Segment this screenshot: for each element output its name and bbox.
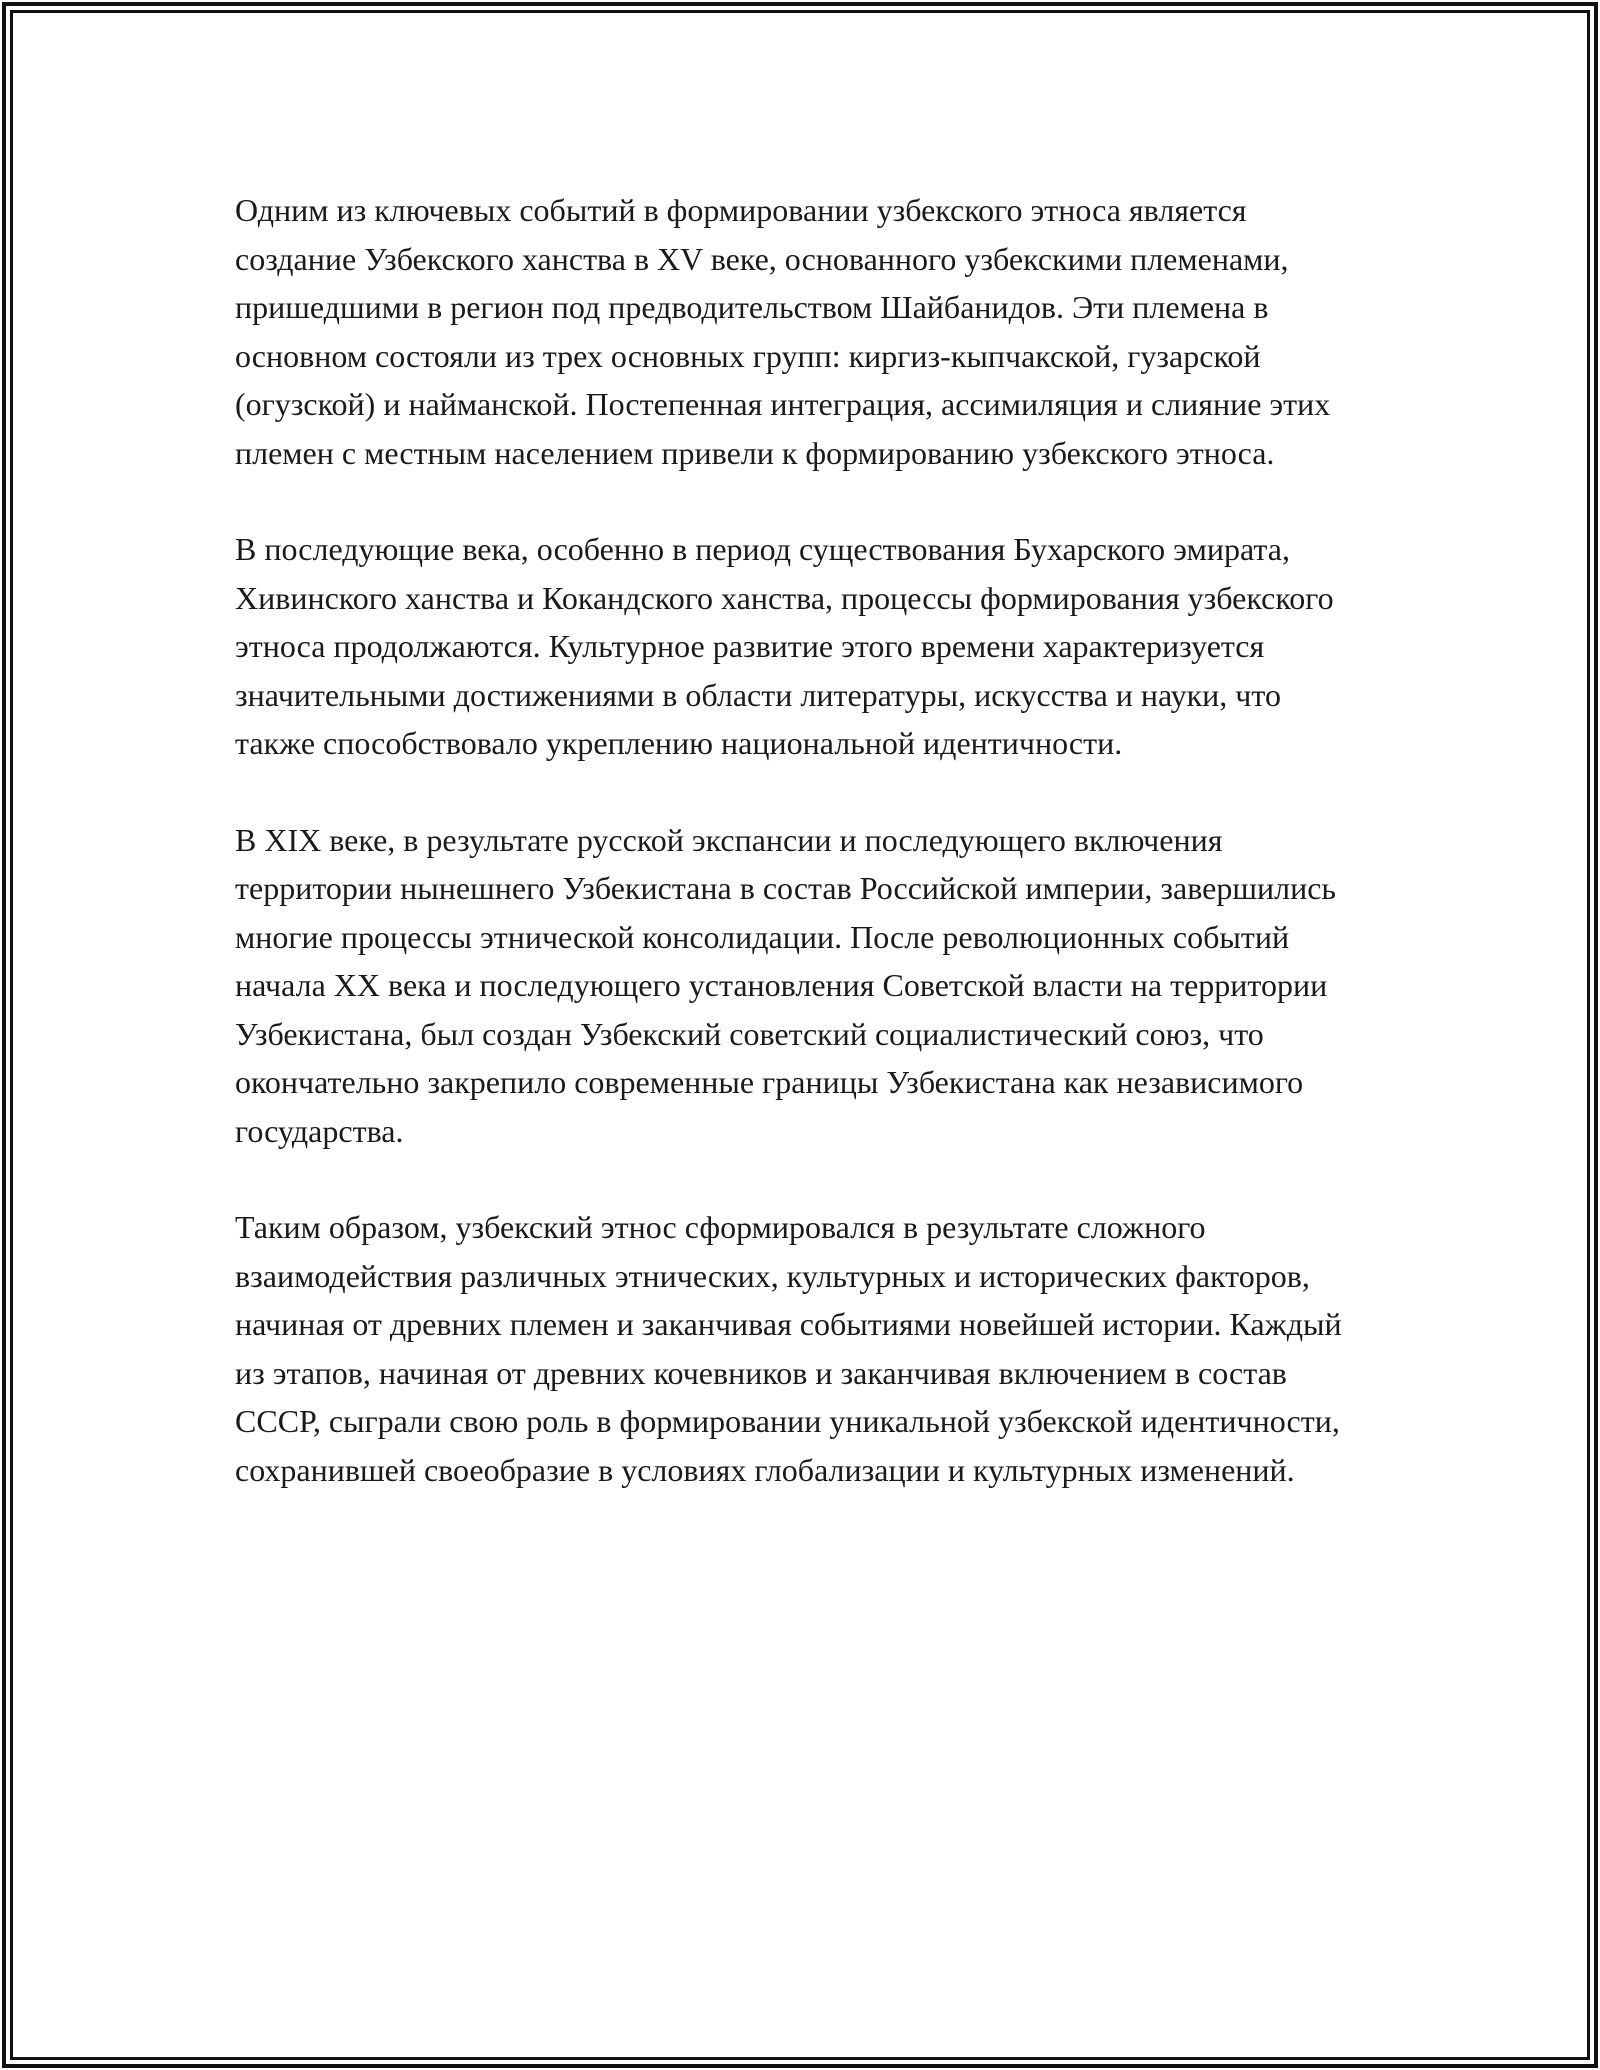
paragraph-uzbek-khanate: Одним из ключевых событий в формировании узбекского этноса является создание Узбекского ханства в XV веке, основанного узбекскими племенами, пришедшими в регион под предводительством Шайбанидов. Эти племена в основном состояли из трех основных групп: киргиз-кыпчакской, гузарской (огузской) и найманской. Постепенная интеграция, ассимиляция и слияние этих племен с местным населением привели к формированию узбекского этноса.: [235, 192, 1331, 471]
document-body: [235, 186, 1365, 1542]
paragraph-nineteenth-century: В XIX веке, в результате русской экспансии и последующего включения территории нынешнего Узбекистана в состав Российской империи, завершились многие процессы этнической консолидации. После революционных событий начала XX века и последующего установления Советской власти на территории Узбекистана, был создан Узбекский советский социалистический союз, что окончательно закрепило современные границы Узбекистана как независимого государства.: [235, 821, 1336, 1149]
paragraph-conclusion: Таким образом, узбекский этнос сформировался в результате сложного взаимодействия различных этнических, культурных и исторических факторов, начиная от древних племен и заканчивая событиями новейшей истории. Каждый из этапов, начиная от древних кочевников и заканчивая включением в состав СССР, сыграли свою роль в формировании уникальной узбекской идентичности, сохранившей своеобразие в условиях глобализации и культурных изменений.: [235, 1209, 1342, 1488]
paragraph-later-centuries: В последующие века, особенно в период существования Бухарского эмирата, Хивинского ханства и Кокандского ханства, процессы формирования узбекского этноса продолжаются. Культурное развитие этого времени характеризуется значительными достижениями в области литературы, искусства и науки, что также способствовало укреплению национальной идентичности.: [235, 531, 1334, 761]
